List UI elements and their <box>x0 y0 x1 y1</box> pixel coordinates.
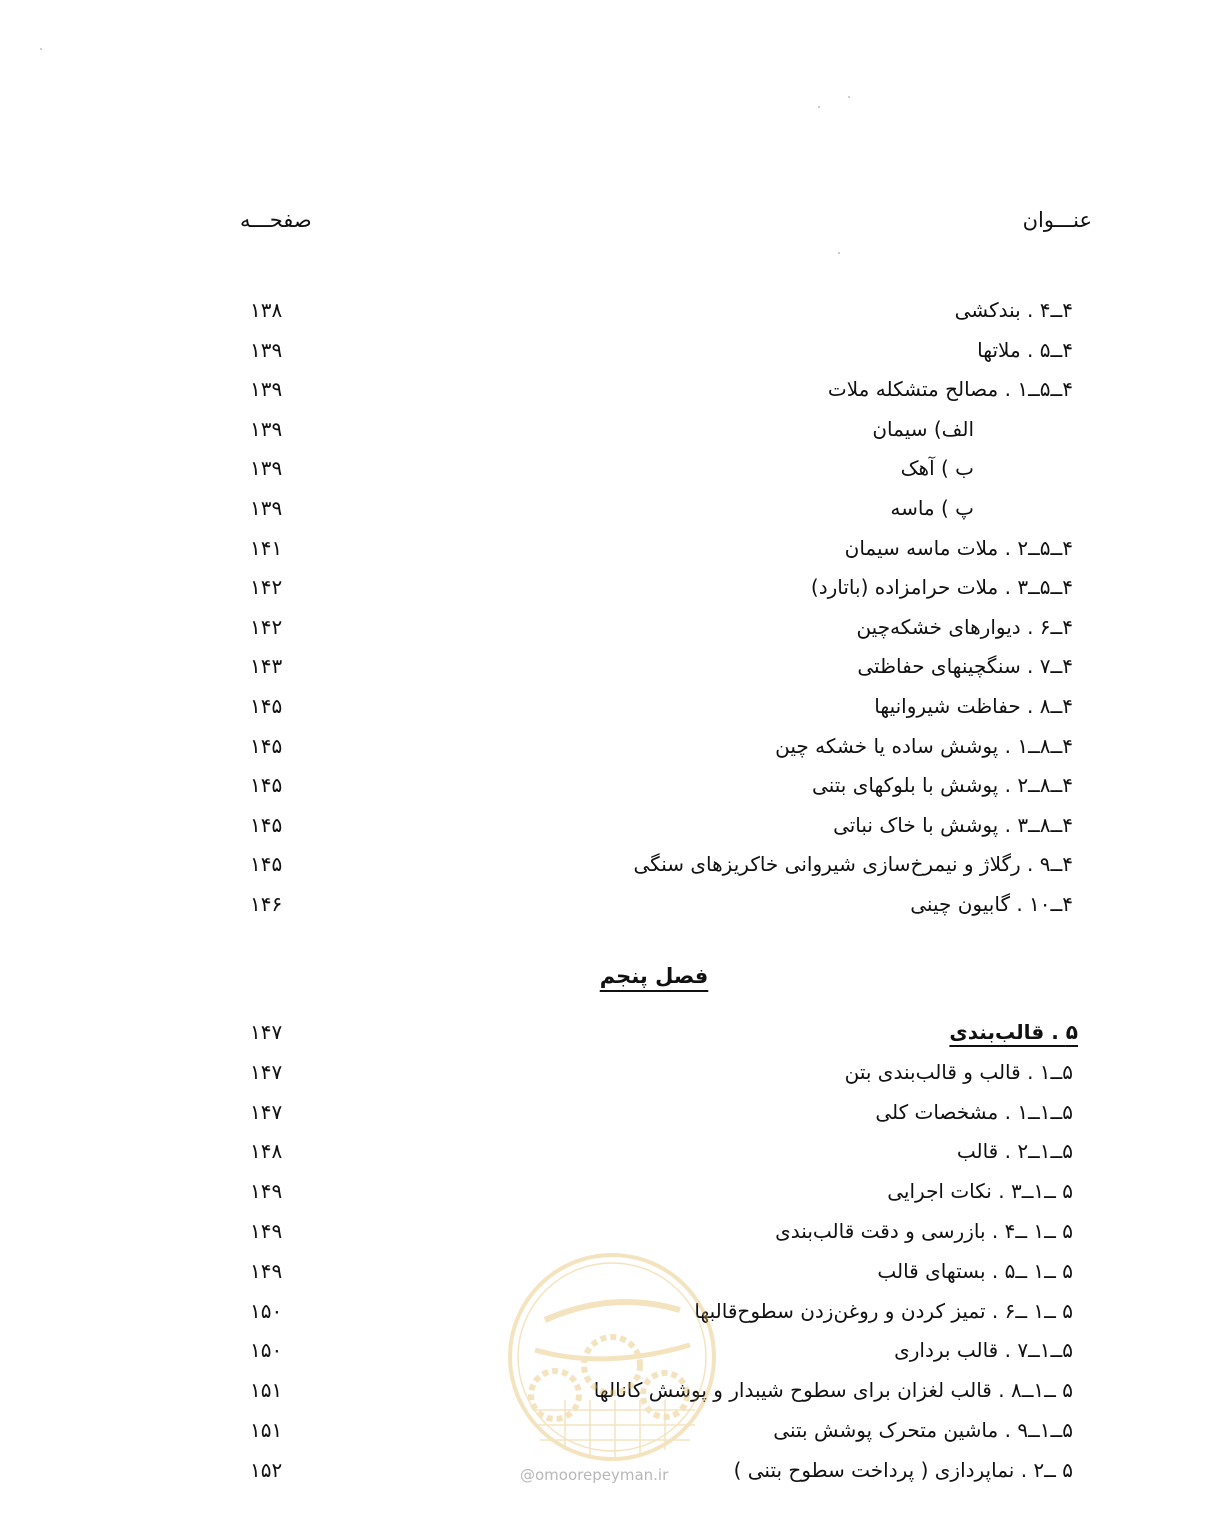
toc-entry-title: ۴ــ۵ــ۱ . مصالح متشکله ملات <box>827 377 1073 402</box>
toc-entry-title: ۵ــ۱ــ۹ . ماشین متحرک پوشش بتنی <box>773 1418 1073 1442</box>
toc-entry <box>0 1094 1228 1130</box>
toc-entry <box>0 728 1228 764</box>
toc-entry-page: ۱۴۶ <box>250 892 283 916</box>
toc-entry-title: ۴ــ۹ . رگلاژ و نیمرخ‌سازی شیروانی خاکریزهای سنگی <box>633 852 1073 877</box>
toc-entry-page: ۱۵۰ <box>250 1338 283 1363</box>
toc-entry-page: ۱۳۹ <box>250 337 283 362</box>
toc-entry-title: ۵ــ۱ . قالب و قالب‌بندی بتن <box>844 1059 1073 1084</box>
toc-entry-title: ۴ــ۵ــ۳ . ملات حرامزاده (باتارد) <box>810 575 1073 600</box>
toc-entry-page: ۱۴۳ <box>250 654 283 679</box>
toc-entry-title: ۴ــ۷ . سنگچینهای حفاظتی <box>857 654 1073 679</box>
toc-entry <box>0 1412 1228 1448</box>
toc-entry-page: ۱۴۹ <box>250 1179 283 1204</box>
toc-entry <box>0 1173 1228 1209</box>
toc-entry <box>0 767 1228 803</box>
toc-entry-title: ۴ــ۸ــ۳ . پوشش با خاک نباتی <box>833 812 1073 837</box>
toc-entry-page: ۱۴۵ <box>250 812 283 837</box>
watermark-url: @omoorepeyman.ir <box>520 1466 669 1484</box>
toc-entry <box>0 688 1228 724</box>
toc-entry-title: ۴ــ۵ــ۲ . ملات ماسه سیمان <box>844 535 1073 560</box>
toc-entry-page: ۱۳۹ <box>250 377 283 402</box>
toc-entry <box>0 1372 1228 1408</box>
toc-entry <box>0 490 1228 526</box>
toc-entry-page: ۱۴۵ <box>250 852 283 877</box>
toc-entry-title: ۵ ــ۱ ــ۴ . بازرسی و دقت قالب‌بندی <box>775 1219 1073 1243</box>
toc-entry-page: ۱۴۱ <box>250 535 283 560</box>
toc-entry-page: ۱۴۷ <box>250 1059 283 1084</box>
toc-entry <box>0 648 1228 684</box>
toc-entry <box>0 1054 1228 1090</box>
toc-entry-title: ۵ ــ۲ . نماپردازی ( پرداخت سطوح بتنی ) <box>733 1457 1073 1482</box>
toc-entry-title: ۴ــ۴ . بندکشی <box>954 298 1073 322</box>
toc-entry <box>0 886 1228 922</box>
toc-entry-title: ۵ــ۱ــ۱ . مشخصات کلی <box>875 1099 1073 1124</box>
toc-entry-title: الف) سیمان <box>872 416 974 441</box>
toc-entry-title: ۵ ــ۱ ــ۶ . تمیز کردن و روغن‌زدن سطوح‌قالبها <box>694 1298 1073 1323</box>
toc-entry <box>0 530 1228 566</box>
toc-entry-page: ۱۳۹ <box>250 496 283 520</box>
toc-entry <box>0 1332 1228 1368</box>
toc-entry-title: ب ) آهک <box>900 456 974 481</box>
column-header-page: صفحـــه <box>240 208 312 232</box>
column-header-title: عنـــوان <box>1022 208 1092 232</box>
toc-entry <box>0 609 1228 645</box>
toc-entry-title: ۴ــ۸ــ۲ . پوشش با بلوکهای بتنی <box>812 773 1073 798</box>
toc-entry <box>0 1014 1228 1050</box>
toc-entry <box>0 1253 1228 1289</box>
toc-entry-page: ۱۴۹ <box>250 1258 283 1283</box>
toc-entry <box>0 846 1228 882</box>
toc-entry-title: ۴ــ۸ــ۱ . پوشش ساده یا خشکه چین <box>775 733 1073 758</box>
toc-entry-page: ۱۴۲ <box>250 575 283 600</box>
toc-entry <box>0 807 1228 843</box>
toc-entry-page: ۱۳۹ <box>250 416 283 441</box>
toc-entry-title: ۴ــ۵ . ملاتها <box>977 337 1073 362</box>
toc-entry-title: ۴ــ۶ . دیوارهای خشکه‌چین <box>856 614 1073 639</box>
toc-entry-page: ۱۳۸ <box>250 298 283 322</box>
toc-entry <box>0 569 1228 605</box>
toc-entry-page: ۱۵۱ <box>250 1418 283 1442</box>
toc-entry-title: ۴ــ۸ . حفاظت شیروانیها <box>874 694 1073 718</box>
toc-entry <box>0 1213 1228 1249</box>
toc-entry-title: ۵ ــ۱ــ۳ . نکات اجرایی <box>887 1179 1073 1204</box>
toc-entry <box>0 332 1228 368</box>
toc-entry <box>0 450 1228 486</box>
toc-entry-page: ۱۴۸ <box>250 1139 283 1164</box>
toc-entry-page: ۱۴۵ <box>250 733 283 758</box>
toc-entry-title: ۵ ــ۱ ــ۵ . بستهای قالب <box>877 1258 1073 1283</box>
toc-entry <box>0 1293 1228 1329</box>
toc-entry-page: ۱۴۵ <box>250 694 283 718</box>
toc-entry-page: ۱۴۵ <box>250 773 283 798</box>
toc-entry-page: ۱۴۷ <box>250 1020 283 1044</box>
toc-entry-title: ۵ . قالب‌بندی <box>949 1020 1078 1044</box>
toc-entry-title: ۵ ــ۱ــ۸ . قالب لغزان برای سطوح شیبدار و پوشش کانالها <box>593 1378 1073 1403</box>
toc-entry-title: ۴ــ۱۰ . گابیون چینی <box>910 892 1073 916</box>
toc-entry-page: ۱۵۲ <box>250 1457 283 1482</box>
toc-entry-page: ۱۴۷ <box>250 1099 283 1124</box>
toc-entry-page: ۱۳۹ <box>250 456 283 481</box>
toc-entry <box>0 411 1228 447</box>
toc-entry-page: ۱۵۱ <box>250 1378 283 1403</box>
toc-entry-page: ۱۴۲ <box>250 614 283 639</box>
toc-entry-page: ۱۵۰ <box>250 1298 283 1323</box>
toc-entry <box>0 1133 1228 1169</box>
toc-entry-title: ۵ــ۱ــ۷ . قالب برداری <box>894 1338 1073 1363</box>
toc-entry-title: ۵ــ۱ــ۲ . قالب <box>956 1139 1073 1164</box>
toc-entry <box>0 371 1228 407</box>
toc-entry-title: پ ) ماسه <box>890 496 974 520</box>
toc-entry <box>0 292 1228 328</box>
chapter-heading: فصل پنجم <box>599 964 709 988</box>
toc-entry-page: ۱۴۹ <box>250 1219 283 1243</box>
